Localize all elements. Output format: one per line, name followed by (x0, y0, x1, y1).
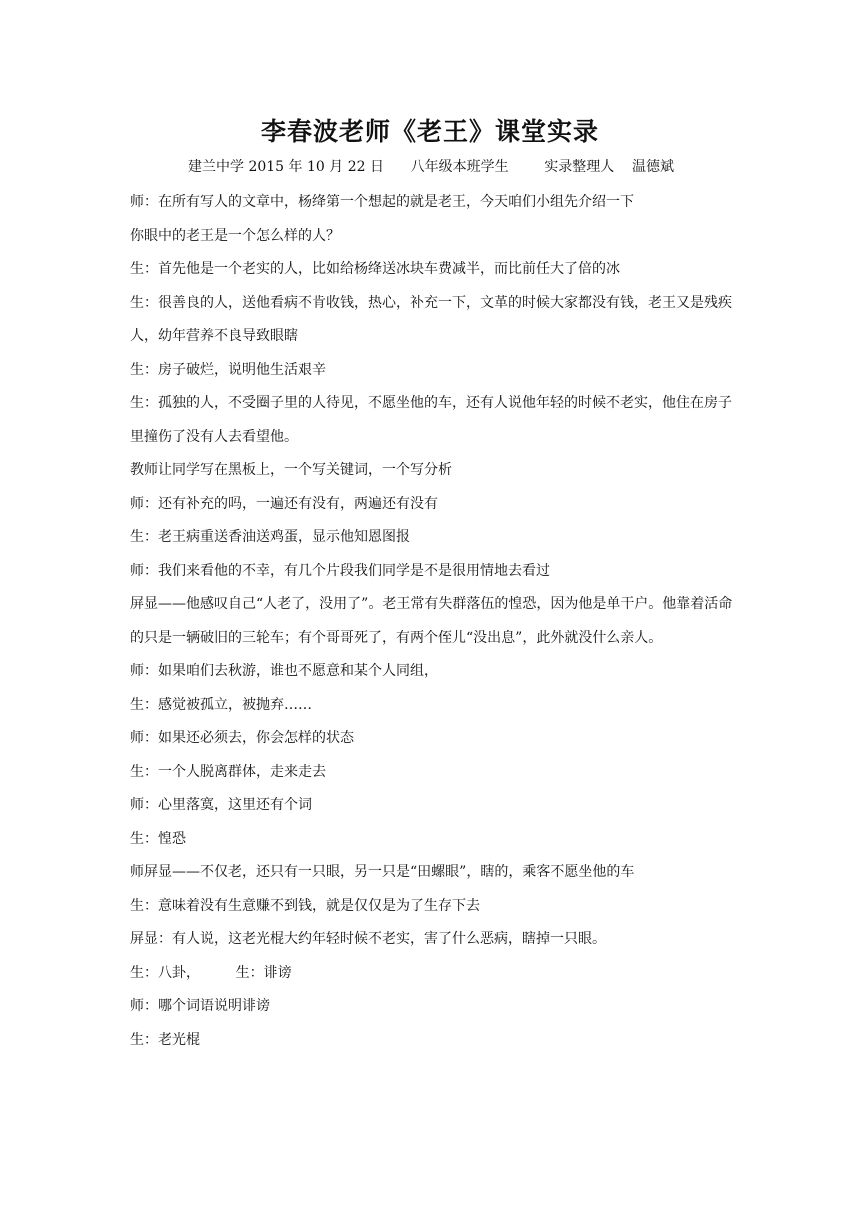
paragraph: 师屏显——不仅老，还只有一只眼，另一只是“田螺眼”，瞎的，乘客不愿坐他的车 (130, 864, 635, 880)
document-subtitle: 建兰中学 2015 年 10 月 22 日 八年级本班学生 实录整理人 温德斌 (188, 159, 675, 175)
paragraph: 生：老王病重送香油送鸡蛋，显示他知恩图报 (130, 529, 410, 545)
paragraph: 师：哪个词语说明诽谤 (130, 998, 270, 1014)
paragraph: 生：首先他是一个老实的人，比如给杨绛送冰块车费减半，而比前任大了倍的冰 (130, 261, 620, 277)
paragraph: 生：房子破烂，说明他生活艰辛 (130, 361, 326, 378)
paragraph: 生：意味着没有生意赚不到钱，就是仅仅是为了生存下去 (130, 897, 480, 914)
paragraph: 生：惶恐 (130, 830, 186, 847)
paragraph: 生：孤独的人，不受圈子里的人待见，不愿坐他的车，还有人说他年轻的时候不老实，他住在房子里撞伤了没有人去看望他。 (130, 395, 732, 445)
paragraph: 生：感觉被孤立，被抛弃…… (130, 696, 312, 713)
paragraph: 师：如果咱们去秋游，谁也不愿意和某个人同组， (130, 663, 438, 679)
paragraph: 师：我们来看他的不幸，有几个片段我们同学是不是很用情地去看过 (130, 562, 550, 579)
paragraph: 生：老光棍 (130, 1031, 200, 1048)
paragraph: 屏显：有人说，这老光棍大约年轻时候不老实，害了什么恶病，瞎掉一只眼。 (130, 931, 606, 947)
paragraph: 生：八卦， 生：诽谤 (130, 964, 292, 981)
paragraph: 教师让同学写在黑板上，一个写关键词，一个写分析 (130, 462, 452, 478)
paragraph: 师：还有补充的吗，一遍还有没有，两遍还有没有 (130, 495, 438, 512)
paragraph: 师：在所有写人的文章中，杨绛第一个想起的就是老王，今天咱们小组先介绍一下 (130, 194, 634, 210)
paragraph: 师：心里落寞，这里还有个词 (130, 797, 312, 813)
paragraph: 屏显——他感叹自己“人老了，没用了”。老王常有失群落伍的惶恐，因为他是单干户。他靠着活命的只是一辆破旧的三轮车；有个哥哥死了，有两个侄儿“没出息”，此外就没什么亲人。 (130, 596, 733, 646)
paragraph: 师：如果还必须去，你会怎样的状态 (130, 730, 354, 746)
document-title: 李春波老师《老王》课堂实录 (260, 117, 599, 146)
paragraph: 生：一个人脱离群体，走来走去 (130, 763, 326, 780)
paragraph: 生：很善良的人，送他看病不肯收钱，热心，补充一下，文革的时候大家都没有钱，老王又是残疾人，幼年营养不良导致眼瞎 (130, 294, 732, 344)
paragraph: 你眼中的老王是一个怎么样的人？ (130, 227, 340, 244)
document-body (130, 186, 734, 1057)
